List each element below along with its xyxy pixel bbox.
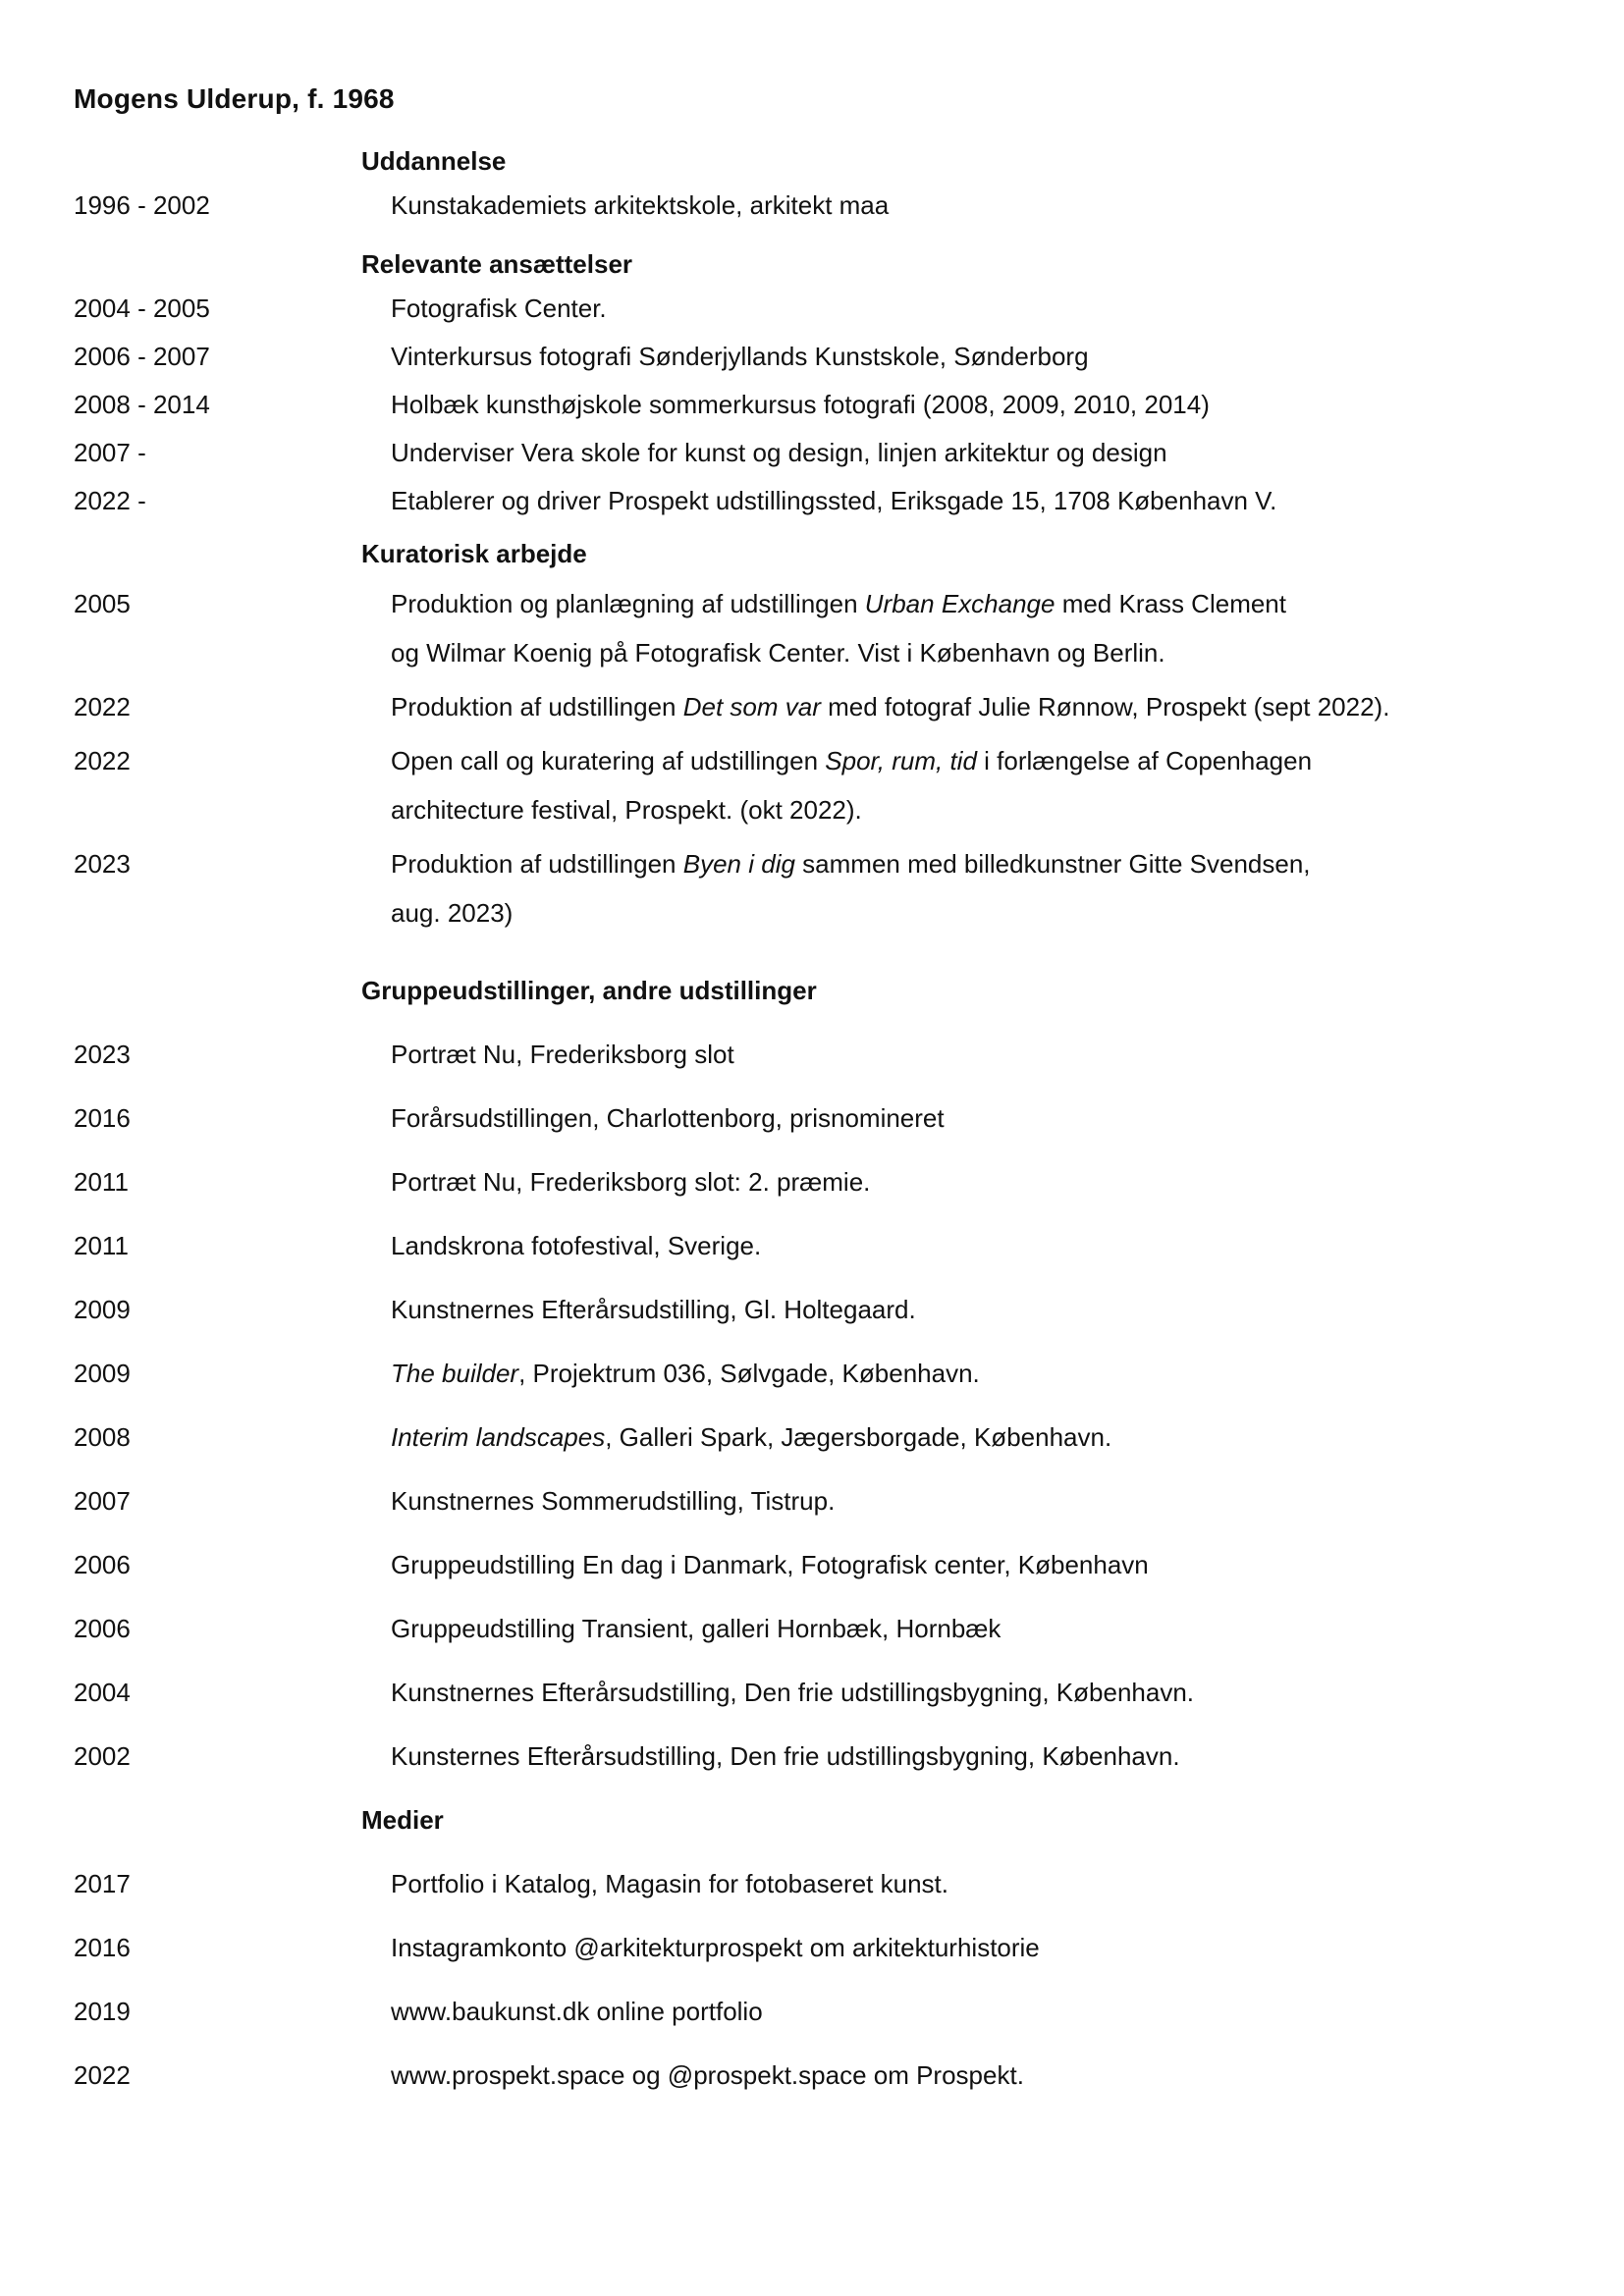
cv-entry xyxy=(74,1421,1565,1453)
entry-line xyxy=(391,389,1565,420)
section-gruppeudstillinger xyxy=(74,975,1565,1772)
section-heading-row xyxy=(74,145,1565,177)
entry-line xyxy=(391,1166,1565,1198)
cv-entry xyxy=(74,839,1565,937)
entry-line xyxy=(391,1932,1565,1963)
entry-text xyxy=(361,579,1565,677)
entry-segment: Vinterkursus fotografi Sønderjyllands Kunstskole, Sønderborg xyxy=(391,342,1089,371)
entry-segment: , Projektrum 036, Sølvgade, København. xyxy=(518,1359,980,1388)
entry-segment: Forårsudstillingen, Charlottenborg, prisnomineret xyxy=(391,1103,945,1133)
entry-text xyxy=(361,839,1565,937)
entry-line xyxy=(391,1102,1565,1134)
page-title: Mogens Ulderup, f. 1968 xyxy=(74,83,395,114)
entry-segment: Kunstnernes Efterårsudstilling, Gl. Holtegaard. xyxy=(391,1295,916,1324)
entry-text xyxy=(361,1421,1565,1453)
entry-segment: Open call og kuratering af udstillingen xyxy=(391,746,826,775)
cv-entry xyxy=(74,389,1565,420)
cv-entry xyxy=(74,736,1565,834)
cv-entry xyxy=(74,1039,1565,1070)
section-heading-row xyxy=(74,1804,1565,1836)
entry-line xyxy=(391,628,1565,677)
entry-segment: sammen med billedkunstner Gitte Svendsen, xyxy=(794,849,1311,879)
entry-year: 2011 xyxy=(74,1231,129,1260)
entry-segment: Gruppeudstilling En dag i Danmark, Fotografisk center, København xyxy=(391,1550,1149,1579)
cv-entry xyxy=(74,1996,1565,2027)
entry-text xyxy=(361,1166,1565,1198)
entry-segment: Portræt Nu, Frederiksborg slot xyxy=(391,1040,734,1069)
entry-line xyxy=(391,2059,1565,2091)
entry-line xyxy=(391,1421,1565,1453)
entry-line xyxy=(391,888,1565,937)
entry-year: 2005 xyxy=(74,589,131,618)
entry-line xyxy=(391,1740,1565,1772)
entry-segment: www.prospekt.space og @prospekt.space om Prospekt. xyxy=(391,2060,1024,2090)
entry-segment: og Wilmar Koenig på Fotografisk Center. Vist i København og Berlin. xyxy=(391,638,1165,667)
entry-line xyxy=(391,341,1565,372)
entry-line xyxy=(391,1868,1565,1899)
cv-entry xyxy=(74,341,1565,372)
cv-entry xyxy=(74,2059,1565,2091)
entry-text xyxy=(361,293,1565,324)
entry-segment-italic: Spor, rum, tid xyxy=(825,746,977,775)
entry-line xyxy=(391,1996,1565,2027)
entry-text xyxy=(361,437,1565,468)
entry-line xyxy=(391,839,1565,888)
cv-entry xyxy=(74,1613,1565,1644)
entry-line xyxy=(391,682,1565,731)
entry-segment-italic: Interim landscapes xyxy=(391,1422,606,1452)
cv-entry xyxy=(74,1932,1565,1963)
cv-entry xyxy=(74,1102,1565,1134)
entry-segment: Gruppeudstilling Transient, galleri Hornbæk, Hornbæk xyxy=(391,1614,1001,1643)
entry-year: 2008 xyxy=(74,1422,131,1452)
entry-segment-italic: Byen i dig xyxy=(682,849,795,879)
cv-entry xyxy=(74,485,1565,516)
entry-year: 2016 xyxy=(74,1933,131,1962)
entry-line xyxy=(391,437,1565,468)
entry-text xyxy=(361,189,1565,221)
cv-entry xyxy=(74,682,1565,731)
entry-segment: Portfolio i Katalog, Magasin for fotobaseret kunst. xyxy=(391,1869,948,1898)
entry-text xyxy=(361,1230,1565,1261)
entry-text xyxy=(361,341,1565,372)
entry-year: 2006 xyxy=(74,1550,131,1579)
entry-text xyxy=(361,1613,1565,1644)
section-medier xyxy=(74,1804,1565,2091)
entry-text xyxy=(361,1677,1565,1708)
cv-entry xyxy=(74,1230,1565,1261)
entry-segment: Landskrona fotofestival, Sverige. xyxy=(391,1231,762,1260)
entry-segment: Holbæk kunsthøjskole sommerkursus fotografi (2008, 2009, 2010, 2014) xyxy=(391,390,1210,419)
entry-year: 2004 xyxy=(74,1678,131,1707)
entry-year: 2023 xyxy=(74,1040,131,1069)
section-ansaettelser xyxy=(74,248,1565,516)
entry-year: 2017 xyxy=(74,1869,131,1898)
entry-text xyxy=(361,1996,1565,2027)
entry-segment-italic: The builder xyxy=(391,1359,519,1388)
cv-entry xyxy=(74,189,1565,221)
entry-text xyxy=(361,736,1565,834)
entry-segment: med Krass Clement xyxy=(1055,589,1286,618)
entry-segment: Produktion af udstillingen xyxy=(391,849,683,879)
entry-text xyxy=(361,1868,1565,1899)
entry-line xyxy=(391,293,1565,324)
entry-line xyxy=(391,785,1565,834)
entry-segment: Etablerer og driver Prospekt udstillingssted, Eriksgade 15, 1708 København V. xyxy=(391,486,1277,515)
section-heading: Kuratorisk arbejde xyxy=(361,539,587,568)
entry-text xyxy=(361,682,1565,731)
entry-segment: Kunsternes Efterårsudstilling, Den frie udstillingsbygning, København. xyxy=(391,1741,1180,1771)
entry-text xyxy=(361,1932,1565,1963)
entry-year: 2008 - 2014 xyxy=(74,390,210,419)
cv-entry xyxy=(74,579,1565,677)
entry-line xyxy=(391,1485,1565,1517)
entry-text xyxy=(361,485,1565,516)
entry-line xyxy=(391,1230,1565,1261)
entry-line xyxy=(391,189,1565,221)
entry-segment: aug. 2023) xyxy=(391,898,514,928)
cv-entry xyxy=(74,1740,1565,1772)
entry-line xyxy=(391,1039,1565,1070)
entry-segment-italic: Urban Exchange xyxy=(864,589,1056,618)
entry-text xyxy=(361,1358,1565,1389)
cv-entry xyxy=(74,437,1565,468)
entry-line xyxy=(391,1294,1565,1325)
entry-segment: Fotografisk Center. xyxy=(391,294,607,323)
entry-year: 2009 xyxy=(74,1295,131,1324)
section-heading-row xyxy=(74,538,1565,569)
entry-year: 1996 - 2002 xyxy=(74,190,210,220)
entry-year: 2022 - xyxy=(74,486,146,515)
entry-segment: Produktion og planlægning af udstillingen xyxy=(391,589,865,618)
entry-text xyxy=(361,1485,1565,1517)
entry-segment: i forlængelse af Copenhagen xyxy=(976,746,1313,775)
entry-segment: Produktion af udstillingen xyxy=(391,692,683,721)
entry-year: 2006 xyxy=(74,1614,131,1643)
entry-text xyxy=(361,1549,1565,1580)
entry-text xyxy=(361,1294,1565,1325)
entry-line xyxy=(391,1677,1565,1708)
entry-segment: www.baukunst.dk online portfolio xyxy=(391,1997,763,2026)
entry-year: 2023 xyxy=(74,849,131,879)
entry-segment-italic: Det som var xyxy=(682,692,821,721)
entry-year: 2022 xyxy=(74,2060,131,2090)
entry-year: 2016 xyxy=(74,1103,131,1133)
cv-entry xyxy=(74,293,1565,324)
section-heading: Gruppeudstillinger, andre udstillinger xyxy=(361,976,817,1005)
entry-segment: med fotograf Julie Rønnow, Prospekt (sept 2022). xyxy=(820,692,1390,721)
section-heading-row xyxy=(74,975,1565,1006)
entry-year: 2019 xyxy=(74,1997,131,2026)
entry-year: 2011 xyxy=(74,1167,129,1197)
entry-line xyxy=(391,485,1565,516)
section-heading-row xyxy=(74,248,1565,280)
entry-line xyxy=(391,1549,1565,1580)
entry-segment: Underviser Vera skole for kunst og design, linjen arkitektur og design xyxy=(391,438,1167,467)
entry-segment: Kunstakademiets arkitektskole, arkitekt maa xyxy=(391,190,890,220)
entry-segment: Kunstnernes Efterårsudstilling, Den frie udstillingsbygning, København. xyxy=(391,1678,1195,1707)
entry-segment: architecture festival, Prospekt. (okt 2022). xyxy=(391,795,862,825)
entry-year: 2007 xyxy=(74,1486,131,1516)
section-kuratorisk xyxy=(74,538,1565,937)
entry-year: 2007 - xyxy=(74,438,146,467)
cv-entry xyxy=(74,1166,1565,1198)
entry-year: 2022 xyxy=(74,692,131,721)
section-heading: Medier xyxy=(361,1805,444,1835)
cv-sections xyxy=(74,145,1565,2091)
cv-entry xyxy=(74,1868,1565,1899)
entry-line xyxy=(391,736,1565,785)
entry-year: 2002 xyxy=(74,1741,131,1771)
cv-entry xyxy=(74,1677,1565,1708)
entry-text xyxy=(361,2059,1565,2091)
section-heading: Uddannelse xyxy=(361,146,507,176)
cv-entry xyxy=(74,1485,1565,1517)
entry-segment: Portræt Nu, Frederiksborg slot: 2. præmie. xyxy=(391,1167,871,1197)
cv-entry xyxy=(74,1549,1565,1580)
entry-segment: Instagramkonto @arkitekturprospekt om arkitekturhistorie xyxy=(391,1933,1040,1962)
entry-text xyxy=(361,1740,1565,1772)
entry-year: 2009 xyxy=(74,1359,131,1388)
section-uddannelse xyxy=(74,145,1565,221)
entry-year: 2022 xyxy=(74,746,131,775)
entry-line xyxy=(391,579,1565,628)
entry-line xyxy=(391,1358,1565,1389)
cv-entry xyxy=(74,1294,1565,1325)
entry-line xyxy=(391,1613,1565,1644)
entry-text xyxy=(361,389,1565,420)
section-heading: Relevante ansættelser xyxy=(361,249,633,279)
entry-text xyxy=(361,1039,1565,1070)
entry-year: 2004 - 2005 xyxy=(74,294,210,323)
cv-entry xyxy=(74,1358,1565,1389)
entry-segment: , Galleri Spark, Jægersborgade, København. xyxy=(605,1422,1112,1452)
entry-year: 2006 - 2007 xyxy=(74,342,210,371)
entry-text xyxy=(361,1102,1565,1134)
entry-segment: Kunstnernes Sommerudstilling, Tistrup. xyxy=(391,1486,836,1516)
